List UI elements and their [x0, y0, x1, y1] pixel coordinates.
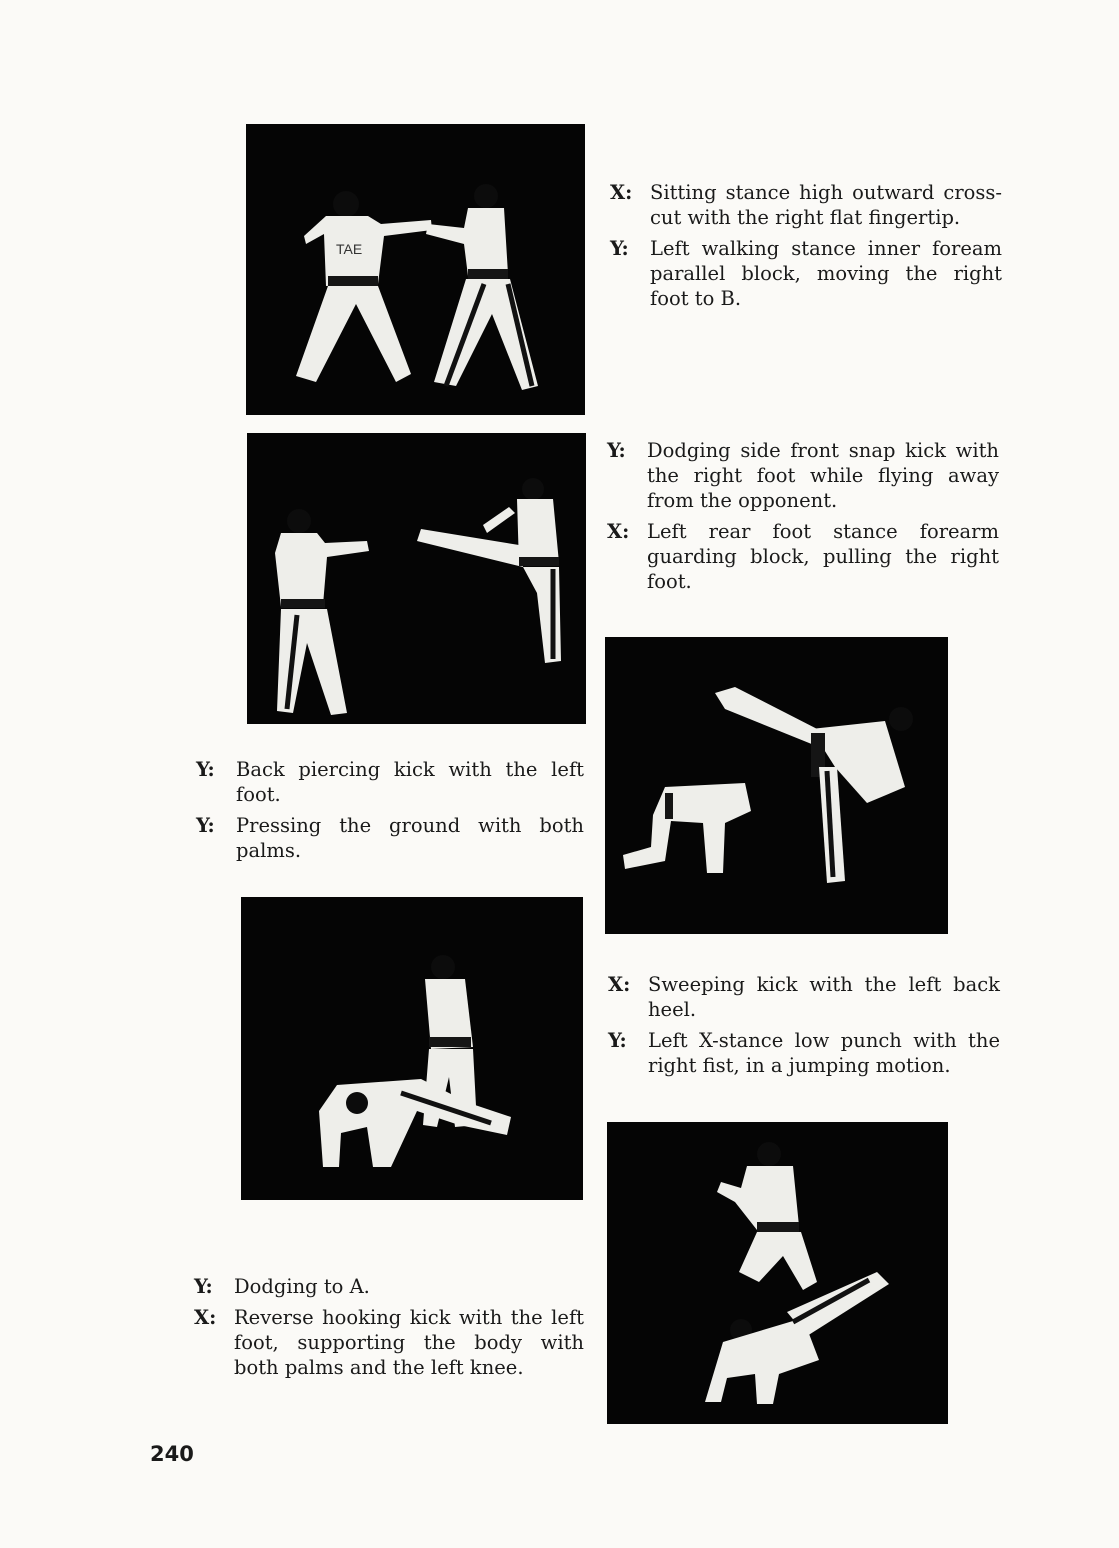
caption-5-item-2	[194, 1305, 584, 1380]
caption-text: Pressing the ground with both palms.	[236, 814, 584, 862]
caption-1-item-2	[610, 236, 1002, 311]
caption-4-item-1	[608, 972, 1000, 1022]
caption-text: Sweeping kick with the left back heel.	[648, 973, 1000, 1021]
caption-text: Left X-stance low punch with the right fist, in a jumping motion.	[648, 1029, 1000, 1077]
caption-label: X:	[194, 1306, 217, 1329]
caption-3	[196, 757, 584, 869]
svg-text:TAE: TAE	[336, 241, 363, 257]
caption-text: Dodging to A.	[234, 1275, 370, 1298]
caption-1-item-1	[610, 180, 1002, 230]
caption-3-item-2	[196, 813, 584, 863]
caption-text: Sitting stance high outward cross-cut with the right flat fingertip.	[650, 181, 1002, 229]
photo-back-piercing-kick	[605, 637, 948, 934]
caption-5-item-1	[194, 1274, 584, 1299]
caption-label: Y:	[608, 1029, 627, 1052]
caption-text: Left rear foot stance forearm guarding block, pulling the right foot.	[647, 520, 999, 593]
caption-2-item-1	[607, 438, 999, 513]
caption-5	[194, 1274, 584, 1386]
caption-3-item-1	[196, 757, 584, 807]
caption-1	[610, 180, 1002, 317]
caption-label: X:	[607, 520, 630, 543]
caption-label: X:	[608, 973, 631, 996]
caption-text: Back piercing kick with the left foot.	[236, 758, 584, 806]
caption-4	[608, 972, 1000, 1084]
caption-2	[607, 438, 999, 600]
caption-2-item-2	[607, 519, 999, 594]
caption-label: X:	[610, 181, 633, 204]
photo-pressing-ground	[241, 897, 583, 1200]
caption-label: Y:	[607, 439, 626, 462]
photo-jumping-low-punch	[607, 1122, 948, 1424]
caption-label: Y:	[196, 814, 215, 837]
caption-label: Y:	[196, 758, 215, 781]
page-number: 240	[150, 1442, 194, 1466]
photo-crosscut-block	[246, 124, 585, 415]
caption-text: Reverse hooking kick with the left foot, supporting the body with both palms and the left knee.	[234, 1306, 584, 1379]
caption-text: Dodging side front snap kick with the right foot while flying away from the opponent.	[647, 439, 999, 512]
caption-label: Y:	[194, 1275, 213, 1298]
caption-label: Y:	[610, 237, 629, 260]
photo-flying-side-snap-kick	[247, 433, 586, 724]
caption-4-item-2	[608, 1028, 1000, 1078]
caption-text: Left walking stance inner foream parallel block, moving the right foot to B.	[650, 237, 1002, 310]
